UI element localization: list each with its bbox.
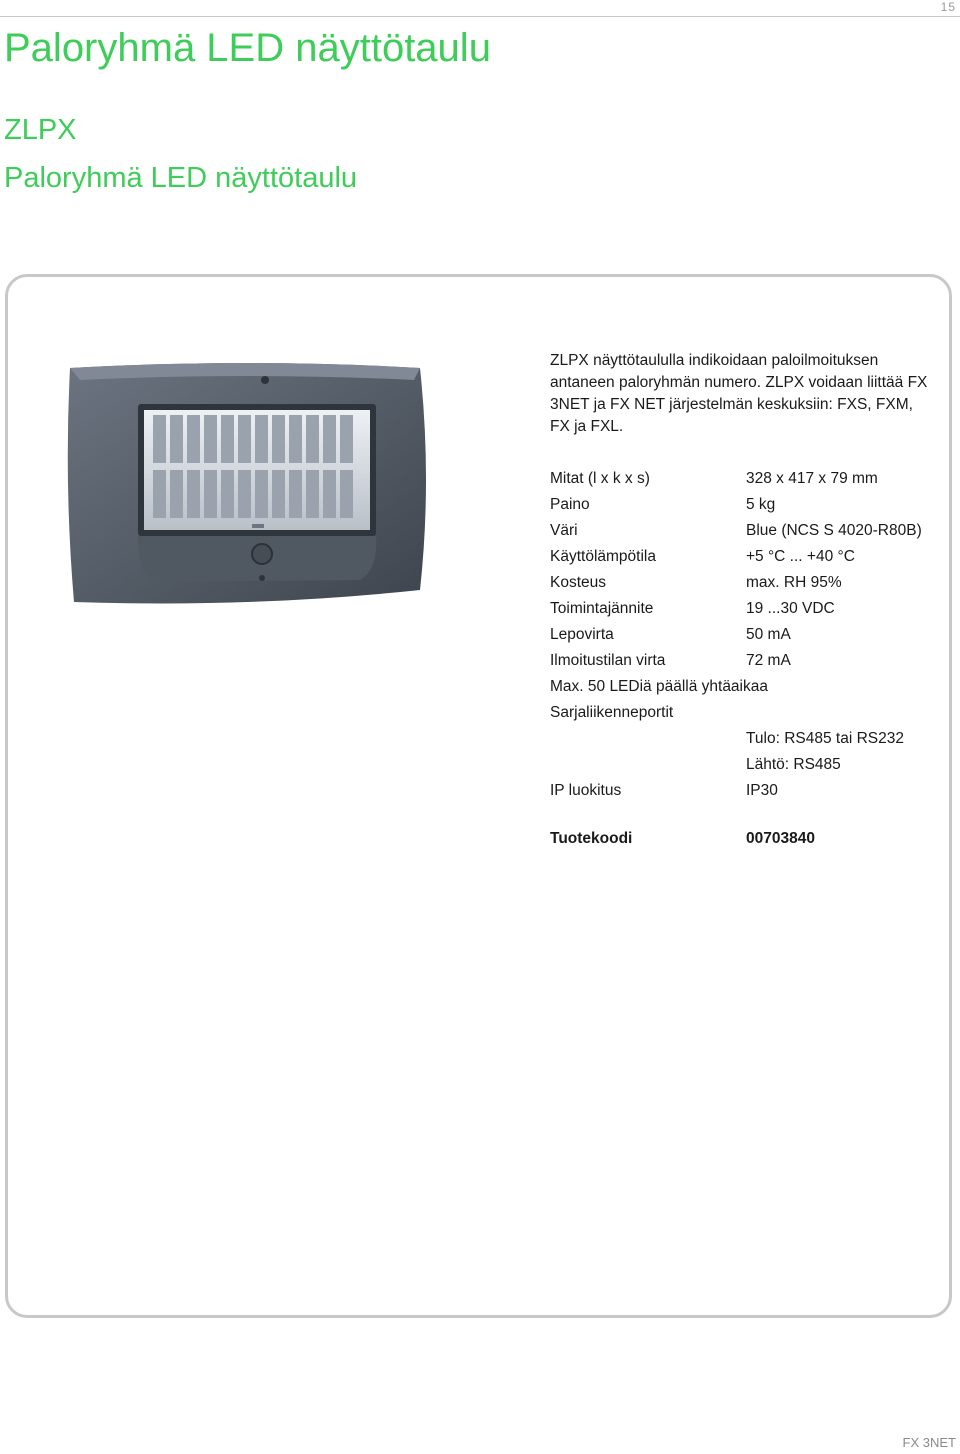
spec-row [550, 752, 950, 778]
spec-value: 328 x 417 x 79 mm [746, 470, 878, 487]
page-number: 15 [940, 0, 956, 14]
product-code-label: Tuotekoodi [550, 830, 633, 847]
spec-row [550, 648, 950, 674]
footer-label: FX 3NET [902, 1435, 956, 1450]
product-code-heading: ZLPX [4, 114, 77, 146]
spec-value: Blue (NCS S 4020-R80B) [746, 522, 922, 539]
spec-value: 72 mA [746, 652, 791, 669]
spec-row [550, 596, 950, 622]
spec-row [550, 518, 950, 544]
spec-label: Sarjaliikenneportit [550, 704, 674, 721]
product-code-value: 00703840 [746, 830, 815, 847]
product-description: ZLPX näyttötaululla indikoidaan paloilmoituksen antaneen paloryhmän numero. ZLPX voidaan liittää FX 3NET ja FX NET järjestelmän keskuksiin: FXS, FXM, FX ja FXL. [550, 352, 928, 435]
spec-value: 50 mA [746, 626, 791, 643]
spec-label: Toimintajännite [550, 600, 654, 617]
spec-row [550, 492, 950, 518]
spec-label: Käyttölämpötila [550, 548, 656, 565]
spec-row [550, 622, 950, 648]
product-subtitle: Paloryhmä LED näyttötaulu [4, 162, 358, 194]
spec-label: Väri [550, 522, 578, 539]
spec-label: Mitat (l x k x s) [550, 470, 650, 487]
spec-table [550, 466, 950, 804]
spec-row [550, 778, 950, 804]
spec-value: Tulo: RS485 tai RS232 [746, 730, 904, 747]
spec-value: Lähtö: RS485 [746, 756, 841, 773]
spec-row [550, 570, 950, 596]
spec-row [550, 674, 950, 700]
spec-row [550, 726, 950, 752]
spec-label: IP luokitus [550, 782, 622, 799]
spec-label: Ilmoitustilan virta [550, 652, 666, 669]
spec-value: IP30 [746, 782, 778, 799]
spec-value: 5 kg [746, 496, 776, 513]
spec-label [550, 726, 746, 752]
spec-note: Max. 50 LEDiä päällä yhtäaikaa [550, 678, 768, 695]
spec-row [550, 466, 950, 492]
product-image [60, 350, 440, 620]
product-code-row [550, 830, 815, 848]
spec-label: Paino [550, 496, 590, 513]
spec-value: 19 ...30 VDC [746, 600, 835, 617]
spec-row [550, 544, 950, 570]
spec-value: +5 °C ... +40 °C [746, 548, 855, 565]
spec-label [550, 752, 746, 778]
spec-value: max. RH 95% [746, 574, 842, 591]
page-title: Paloryhmä LED näyttötaulu [4, 26, 491, 70]
spec-row [550, 700, 950, 726]
top-divider [0, 16, 960, 17]
spec-label: Kosteus [550, 574, 607, 591]
spec-label: Lepovirta [550, 626, 614, 643]
